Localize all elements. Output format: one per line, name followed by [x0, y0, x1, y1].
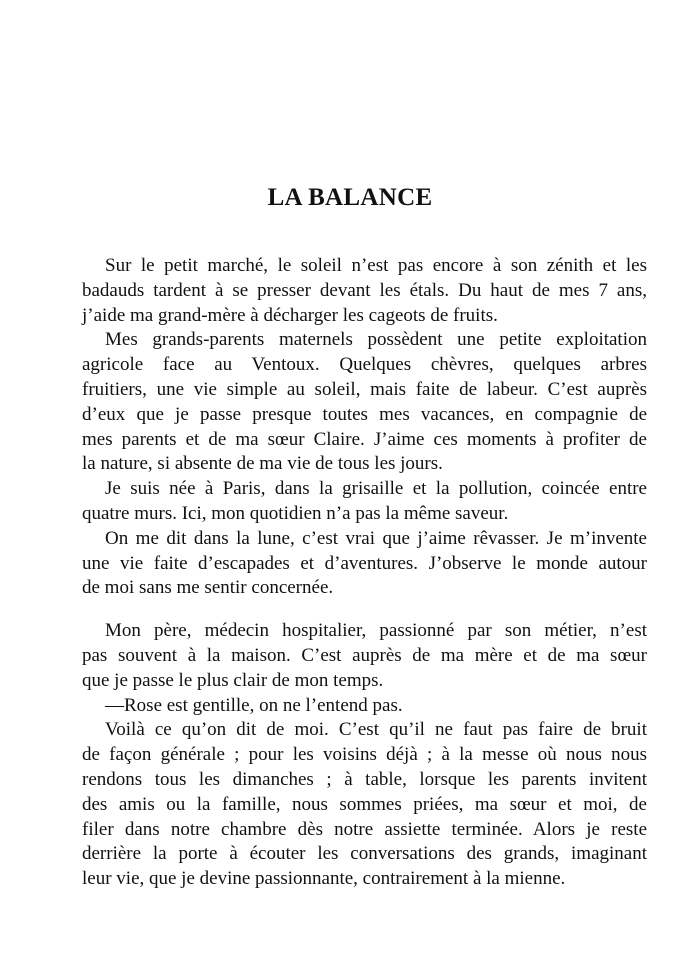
text-line: de moi sans me sentir concernée. — [82, 577, 334, 599]
text-line: Mon père, médecin hospitalier, passionné par son métier, n’est — [105, 620, 647, 642]
text-line: pas souvent à la maison. C’est auprès de ma mère et de ma sœur — [82, 644, 647, 666]
text-line: rendons tous les dimanches ; à table, lorsque les parents invitent — [82, 768, 647, 790]
paragraph — [82, 527, 647, 601]
paragraph — [82, 619, 647, 693]
text-line: derrière la porte à écouter les conversations des grands, imaginant — [82, 843, 647, 865]
chapter-body — [82, 254, 647, 892]
text-line: d’eux que je passe presque toutes mes vacances, en compagnie de — [82, 403, 647, 425]
text-line: une vie faite d’escapades et d’aventures. J’observe le monde autour — [82, 552, 647, 574]
text-line: quatre murs. Ici, mon quotidien n’a pas la même saveur. — [82, 502, 509, 524]
paragraph — [82, 254, 647, 328]
text-line: leur vie, que je devine passionnante, contrairement à la mienne. — [82, 868, 566, 890]
text-line: —Rose est gentille, on ne l’entend pas. — [105, 694, 403, 716]
text-line: la nature, si absente de ma vie de tous les jours. — [82, 453, 443, 475]
text-line: filer dans notre chambre dès notre assiette terminée. Alors je reste — [82, 818, 647, 840]
text-line: badauds tardent à se presser devant les étals. Du haut de mes 7 ans, — [82, 279, 647, 301]
text-line: Je suis née à Paris, dans la grisaille et la pollution, coincée entre — [105, 478, 647, 500]
paragraph — [82, 477, 647, 527]
section-break — [82, 601, 647, 619]
text-line: Voilà ce qu’on dit de moi. C’est qu’il ne faut pas faire de bruit — [105, 719, 647, 741]
text-line: agricole face au Ventoux. Quelques chèvres, quelques arbres — [82, 354, 647, 376]
text-line: On me dit dans la lune, c’est vrai que j’aime rêvasser. Je m’invente — [105, 527, 647, 549]
paragraph — [82, 718, 647, 892]
text-line: des amis ou la famille, nous sommes priées, ma sœur et moi, de — [82, 793, 647, 815]
text-line: Mes grands-parents maternels possèdent une petite exploitation — [105, 329, 647, 351]
paragraph — [82, 328, 647, 477]
text-line: de façon générale ; pour les voisins déjà ; à la messe où nous nous — [82, 744, 647, 766]
text-line: j’aide ma grand-mère à décharger les cageots de fruits. — [82, 304, 498, 326]
chapter-title: LA BALANCE — [267, 184, 433, 211]
text-line: fruitiers, une vie simple au soleil, mais faite de labeur. C’est auprès — [82, 378, 647, 400]
text-line: Sur le petit marché, le soleil n’est pas encore à son zénith et les — [105, 255, 647, 276]
text-line: que je passe le plus clair de mon temps. — [82, 669, 384, 691]
paragraph — [82, 694, 647, 719]
text-line: mes parents et de ma sœur Claire. J’aime ces moments à profiter de — [82, 428, 647, 450]
